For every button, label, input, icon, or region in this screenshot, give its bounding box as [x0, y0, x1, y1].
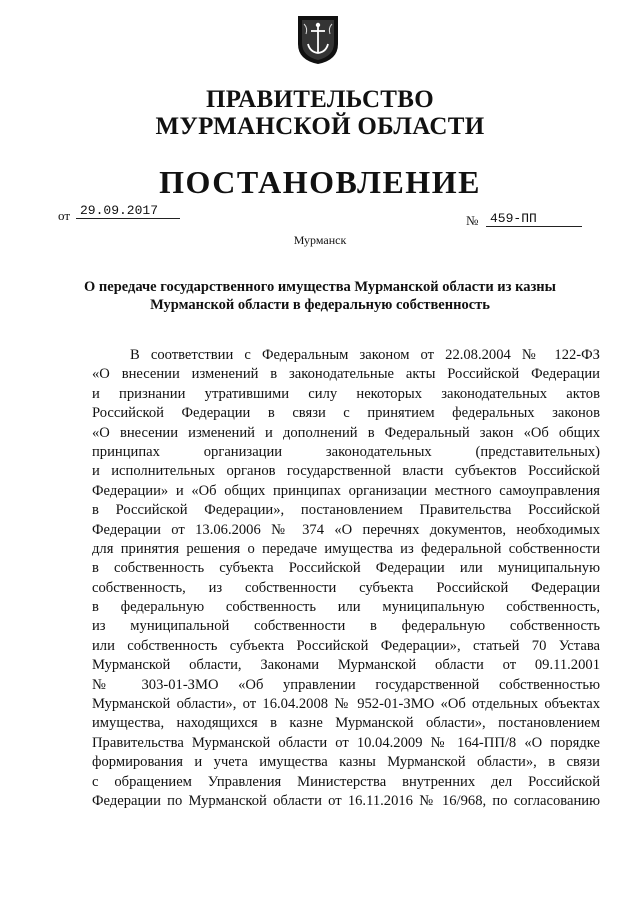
number-prefix: №: [466, 213, 479, 228]
body-line: № 303-01-ЗМО «Об управлении государственной собственностью: [92, 676, 600, 693]
body-line: Мурманской области», от 16.04.2008 № 952-01-ЗМО «Об отдельных объектах: [92, 696, 600, 713]
body-line: Федерации от 13.06.2006 № 374 «О перечнях документов, необходимых: [92, 521, 600, 538]
body-line: и исполнительных органов государственной власти субъектов Российской: [92, 463, 600, 480]
body-line: формирования и учета имущества казны Мурманской области», в связи: [92, 754, 600, 771]
body-line: имущества, находящихся в казне Мурманской области», постановлением: [92, 715, 600, 732]
body-line: принципах организации законодательных (представительных): [92, 443, 600, 460]
body-line: в собственность субъекта Российской Федерации или муниципальную: [92, 560, 600, 577]
subject-line: Мурманской области в федеральную собственность: [150, 297, 490, 313]
body-line: с обращением Управления Министерства внутренних дел Российской: [92, 773, 600, 790]
body-line: и признании утратившими силу некоторых законодательных актов: [92, 385, 600, 402]
body-line: В соответствии с Федеральным законом от 22.08.2004 № 122-ФЗ: [130, 347, 600, 363]
body-line: в Российской Федерации», постановлением Правительства Российской: [92, 502, 600, 519]
body-line: Мурманской области, Законами Мурманской области от 09.11.2001: [92, 657, 600, 674]
body-line: «О внесении изменений в законодательные акты Российской Федерации: [92, 366, 600, 383]
body-line: или собственность субъекта Российской Федерации», статьей 70 Устава: [92, 637, 600, 654]
date-prefix: от: [58, 208, 71, 223]
body-line: из муниципальной собственности в федеральную собственность: [92, 618, 600, 635]
government-title-line2: МУРМАНСКОЙ ОБЛАСТИ: [155, 113, 485, 140]
body-line: Российской Федерации в связи с принятием федеральных законов: [92, 405, 600, 422]
body-line: «О внесении изменений и дополнений в Федеральный закон «Об общих: [92, 424, 600, 441]
decree-subject: [80, 278, 560, 314]
government-title-line1: ПРАВИТЕЛЬСТВО: [206, 86, 434, 113]
decree-date: 29.09.2017: [76, 203, 180, 219]
subject-line: О передаче государственного имущества Мурманской области из казны: [84, 279, 556, 295]
body-line: собственность, из собственности субъекта Российской Федерации: [92, 579, 600, 596]
decree-body: [92, 346, 600, 811]
body-line: Правительства Мурманской области от 10.04.2009 № 164-ПП/8 «О порядке: [92, 734, 600, 751]
body-line: для принятия решения о передаче имущества из федеральной собственности: [92, 540, 600, 557]
city-name: Мурманск: [293, 233, 347, 247]
body-line: в федеральную собственность или муниципальную собственность,: [92, 599, 600, 616]
body-line: Федерации» и «Об общих принципах организации местного самоуправления: [92, 482, 600, 499]
body-line: Федерации по Мурманской области от 16.11.2016 № 16/968, по согласованию: [92, 792, 600, 809]
murmansk-coat-of-arms-icon: [296, 14, 340, 66]
decree-title: ПОСТАНОВЛЕНИЕ: [159, 164, 481, 200]
decree-number: 459-ПП: [486, 211, 582, 227]
